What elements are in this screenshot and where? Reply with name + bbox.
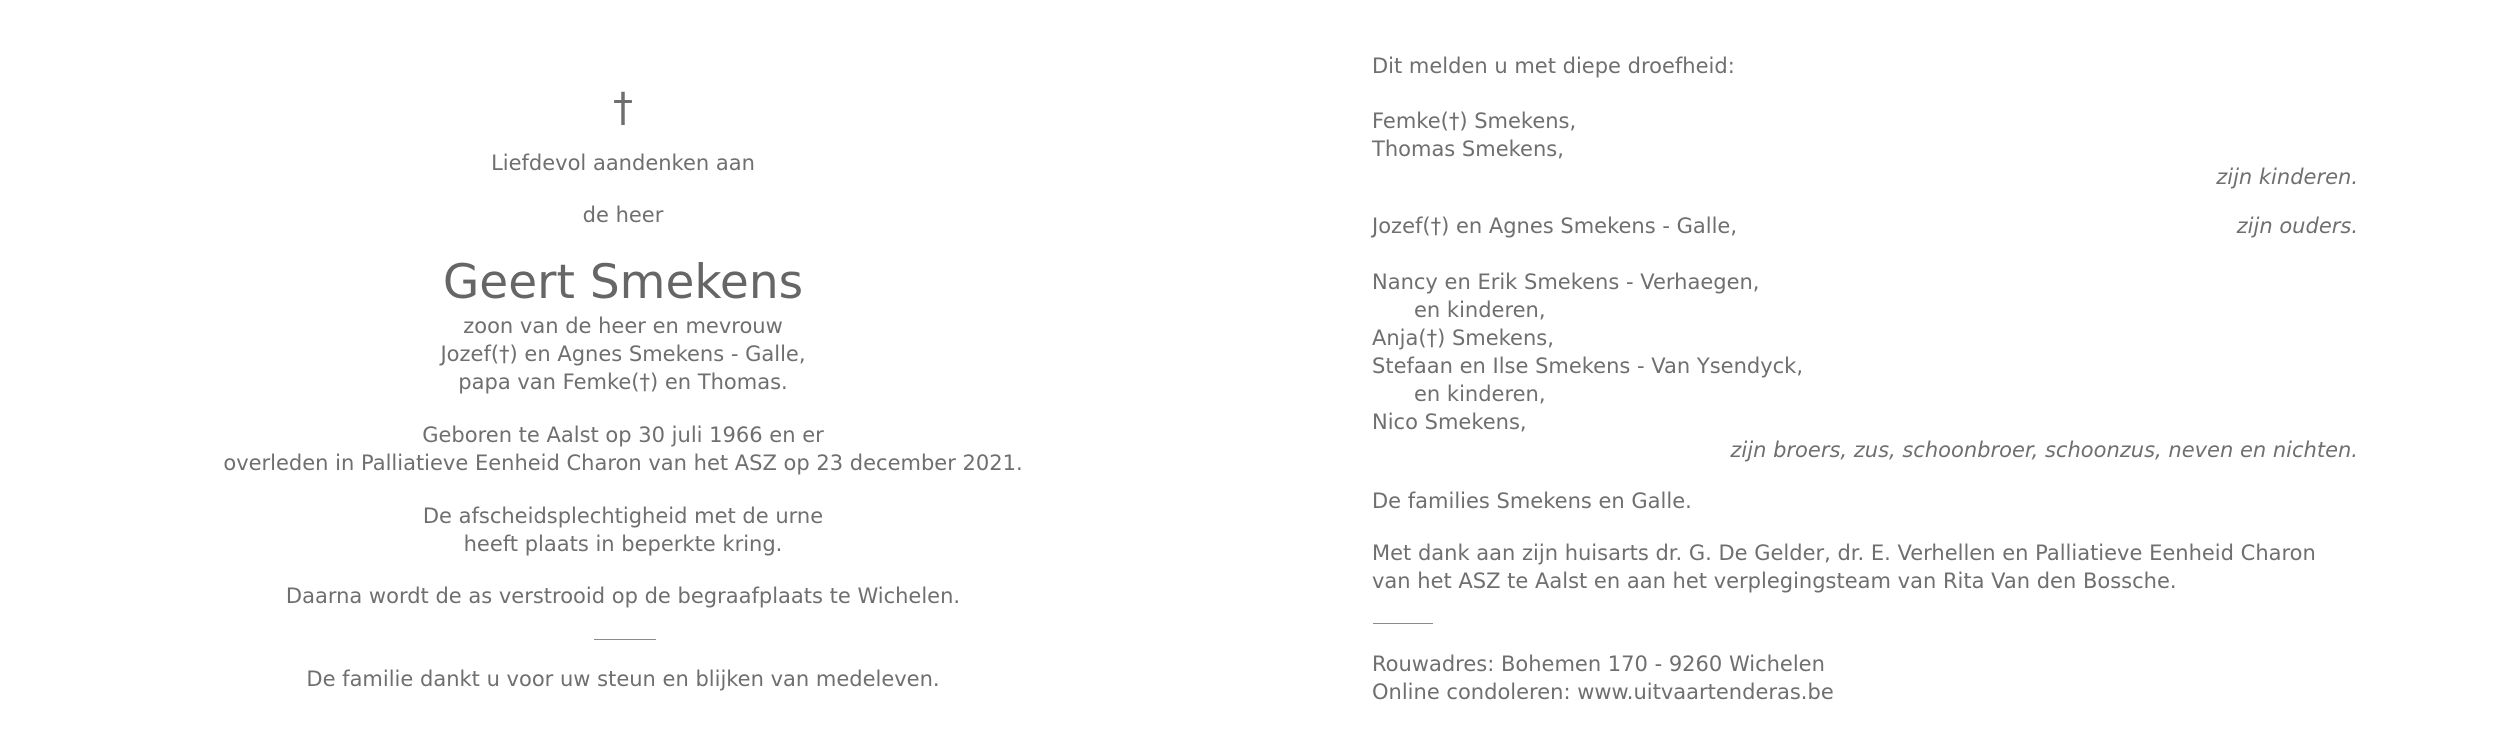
child-1: Femke(†) Smekens, [1372, 109, 1577, 133]
left-page [0, 0, 1246, 754]
parent-line-3: papa van Femke(†) en Thomas. [458, 370, 788, 394]
title-text: de heer [582, 203, 664, 227]
sibling-1: Nancy en Erik Smekens - Verhaegen, [1372, 270, 1760, 294]
life-line-1: Geboren te Aalst op 30 juli 1966 en er [422, 423, 824, 447]
intro-text: Liefdevol aandenken aan [491, 151, 755, 175]
divider [1373, 623, 1433, 624]
ashes-text: Daarna wordt de as verstrooid op de begraafplaats te Wichelen. [285, 584, 961, 608]
parents-role: zijn ouders. [2236, 214, 2358, 238]
thanks-text: De familie dankt u voor uw steun en blijken van medeleven. [306, 667, 940, 691]
children-role: zijn kinderen. [2216, 165, 2358, 189]
sibling-2: en kinderen, [1414, 298, 1546, 322]
sibling-4: Stefaan en Ilse Smekens - Van Ysendyck, [1372, 354, 1804, 378]
right-page [1246, 0, 2493, 754]
sibling-6: Nico Smekens, [1372, 410, 1527, 434]
address-text: Rouwadres: Bohemen 170 - 9260 Wichelen [1372, 652, 1825, 676]
announce-text: Dit melden u met diepe droefheid: [1372, 54, 1735, 78]
online-condolence-text: Online condoleren: www.uitvaartenderas.be [1372, 680, 1834, 704]
siblings-role: zijn broers, zus, schoonbroer, schoonzus, neven en nichten. [1730, 438, 2358, 462]
parent-line-2: Jozef(†) en Agnes Smekens - Galle, [440, 342, 806, 366]
farewell-line-2: heeft plaats in beperkte kring. [463, 532, 783, 556]
gratitude-line-1: Met dank aan zijn huisarts dr. G. De Gelder, dr. E. Verhellen en Palliatieve Eenheid Charon [1372, 541, 2316, 565]
farewell-line-1: De afscheidsplechtigheid met de urne [422, 504, 824, 528]
life-line-2: overleden in Palliatieve Eenheid Charon van het ASZ op 23 december 2021. [223, 451, 1023, 475]
gratitude-line-2: van het ASZ te Aalst en aan het verplegingsteam van Rita Van den Bossche. [1372, 569, 2177, 593]
parent-line-1: zoon van de heer en mevrouw [463, 314, 783, 338]
deceased-name: Geert Smekens [442, 255, 804, 310]
child-2: Thomas Smekens, [1372, 137, 1564, 161]
families-text: De families Smekens en Galle. [1372, 489, 1692, 513]
divider [594, 639, 656, 640]
sibling-5: en kinderen, [1414, 382, 1546, 406]
sibling-3: Anja(†) Smekens, [1372, 326, 1554, 350]
cross-icon: † [613, 85, 633, 131]
parents-text: Jozef(†) en Agnes Smekens - Galle, [1372, 214, 1738, 238]
